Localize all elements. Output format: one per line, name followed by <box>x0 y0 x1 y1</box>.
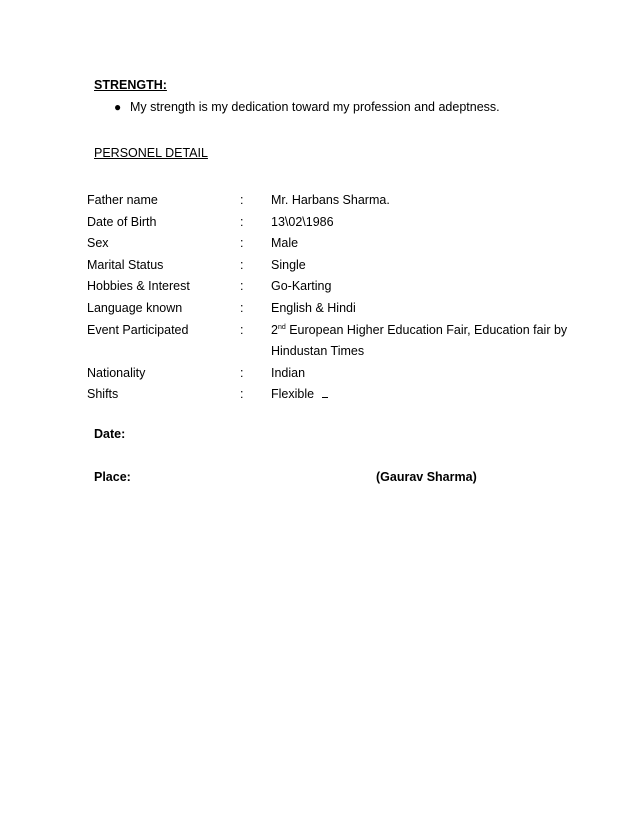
detail-colon: : <box>240 257 244 272</box>
detail-row-marital-status <box>87 255 587 277</box>
detail-label: Event Participated <box>87 322 189 337</box>
detail-row-event-participated <box>87 320 587 363</box>
detail-label: Nationality <box>87 365 146 380</box>
detail-colon: : <box>240 236 244 251</box>
bullet-icon: ● <box>114 100 122 114</box>
detail-value <box>271 320 571 363</box>
detail-value: Male <box>271 236 299 251</box>
detail-colon: : <box>240 300 244 315</box>
detail-colon: : <box>240 322 244 337</box>
personal-detail-table <box>87 190 587 406</box>
detail-colon: : <box>240 193 244 207</box>
detail-label: Shifts <box>87 387 119 402</box>
date-label: Date: <box>94 427 126 441</box>
personal-detail-heading: PERSONEL DETAIL <box>94 146 208 160</box>
detail-value: Mr. Harbans Sharma. <box>271 193 390 207</box>
detail-row-hobbies <box>87 276 587 298</box>
detail-row-language <box>87 298 587 320</box>
event-text: European Higher Education Fair, Education fair by Hindustan Times <box>271 322 568 359</box>
strength-heading: STRENGTH: <box>94 78 167 92</box>
ordinal-number: 2 <box>271 322 278 337</box>
detail-label: Date of Birth <box>87 214 157 229</box>
detail-row-nationality <box>87 363 587 385</box>
detail-label: Language known <box>87 300 183 315</box>
detail-label: Marital Status <box>87 257 164 272</box>
detail-value: Indian <box>271 365 306 380</box>
detail-label: Sex <box>87 236 109 251</box>
underscore-mark <box>322 387 328 398</box>
detail-row-date-of-birth <box>87 212 587 234</box>
ordinal-suffix: nd <box>277 323 286 331</box>
detail-value: 13\02\1986 <box>271 214 334 229</box>
strength-bullet-item <box>114 100 500 114</box>
detail-row-shifts <box>87 384 587 406</box>
shifts-text: Flexible <box>271 387 315 402</box>
place-label: Place: <box>94 470 131 484</box>
signature-name: (Gaurav Sharma) <box>376 470 477 484</box>
detail-label: Hobbies & Interest <box>87 279 190 294</box>
detail-value: Go-Karting <box>271 279 332 294</box>
detail-colon: : <box>240 279 244 294</box>
detail-colon: : <box>240 365 244 380</box>
detail-value: English & Hindi <box>271 300 356 315</box>
detail-value: Single <box>271 257 306 272</box>
detail-colon: : <box>240 387 244 402</box>
detail-row-father-name <box>87 190 587 212</box>
detail-row-sex <box>87 233 587 255</box>
detail-colon: : <box>240 214 244 229</box>
detail-label: Father name <box>87 193 158 207</box>
strength-text: My strength is my dedication toward my profession and adeptness. <box>130 100 500 114</box>
detail-value <box>271 384 328 406</box>
